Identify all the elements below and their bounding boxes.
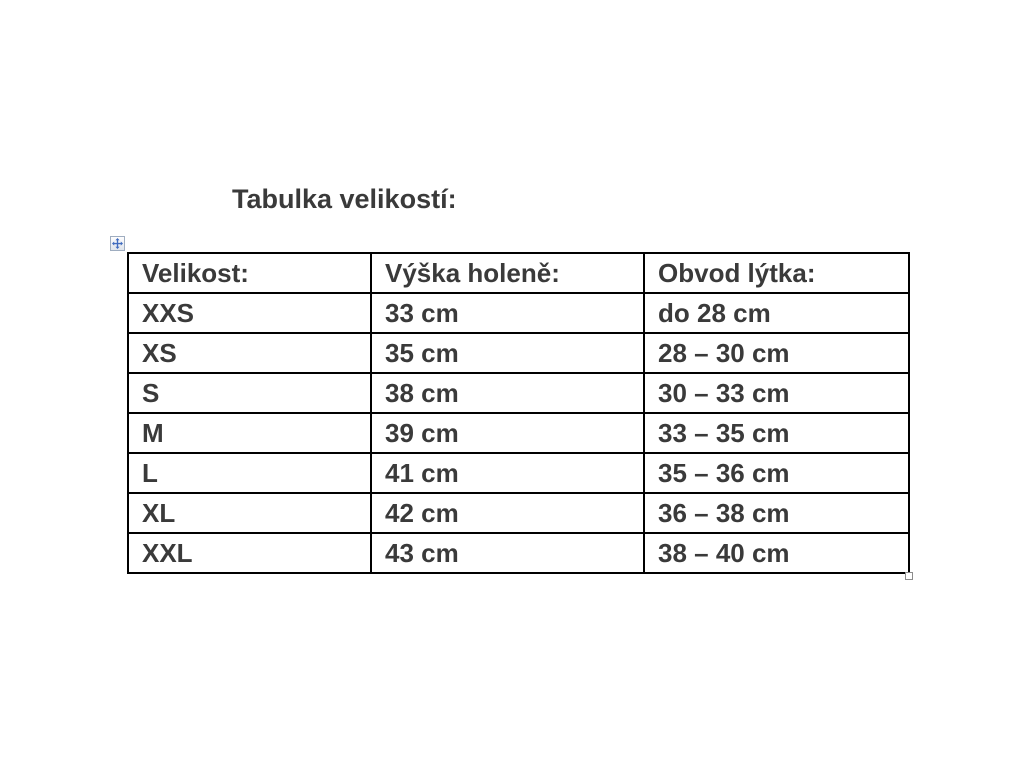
cell-calf-circumference[interactable]: 38 – 40 cm (644, 533, 909, 573)
table-row (128, 293, 909, 333)
cell-calf-circumference[interactable]: 33 – 35 cm (644, 413, 909, 453)
cell-shin-height[interactable]: 38 cm (371, 373, 644, 413)
cell-calf-circumference[interactable]: 30 – 33 cm (644, 373, 909, 413)
table-row (128, 373, 909, 413)
col-header-obvod-lytka[interactable]: Obvod lýtka: (644, 253, 909, 293)
cell-calf-circumference[interactable]: do 28 cm (644, 293, 909, 333)
cell-shin-height[interactable]: 33 cm (371, 293, 644, 333)
cell-shin-height[interactable]: 35 cm (371, 333, 644, 373)
header-row (128, 253, 909, 293)
cell-size[interactable]: L (128, 453, 371, 493)
col-header-vyska-holene[interactable]: Výška holeně: (371, 253, 644, 293)
document-title[interactable]: Tabulka velikostí: (232, 184, 457, 214)
cell-size[interactable]: XS (128, 333, 371, 373)
cell-calf-circumference[interactable]: 35 – 36 cm (644, 453, 909, 493)
cell-calf-circumference[interactable]: 28 – 30 cm (644, 333, 909, 373)
cell-size[interactable]: S (128, 373, 371, 413)
table-resize-handle[interactable] (905, 572, 913, 580)
table-row (128, 333, 909, 373)
table-move-handle[interactable] (110, 236, 125, 251)
table-row (128, 533, 909, 573)
cell-size[interactable]: XXS (128, 293, 371, 333)
move-arrows-icon (112, 238, 123, 249)
table-row (128, 413, 909, 453)
size-table (127, 252, 910, 574)
col-header-velikost[interactable]: Velikost: (128, 253, 371, 293)
cell-shin-height[interactable]: 42 cm (371, 493, 644, 533)
cell-size[interactable]: XXL (128, 533, 371, 573)
table-row (128, 493, 909, 533)
cell-shin-height[interactable]: 39 cm (371, 413, 644, 453)
cell-calf-circumference[interactable]: 36 – 38 cm (644, 493, 909, 533)
table-row (128, 453, 909, 493)
cell-size[interactable]: M (128, 413, 371, 453)
cell-shin-height[interactable]: 43 cm (371, 533, 644, 573)
cell-size[interactable]: XL (128, 493, 371, 533)
cell-shin-height[interactable]: 41 cm (371, 453, 644, 493)
